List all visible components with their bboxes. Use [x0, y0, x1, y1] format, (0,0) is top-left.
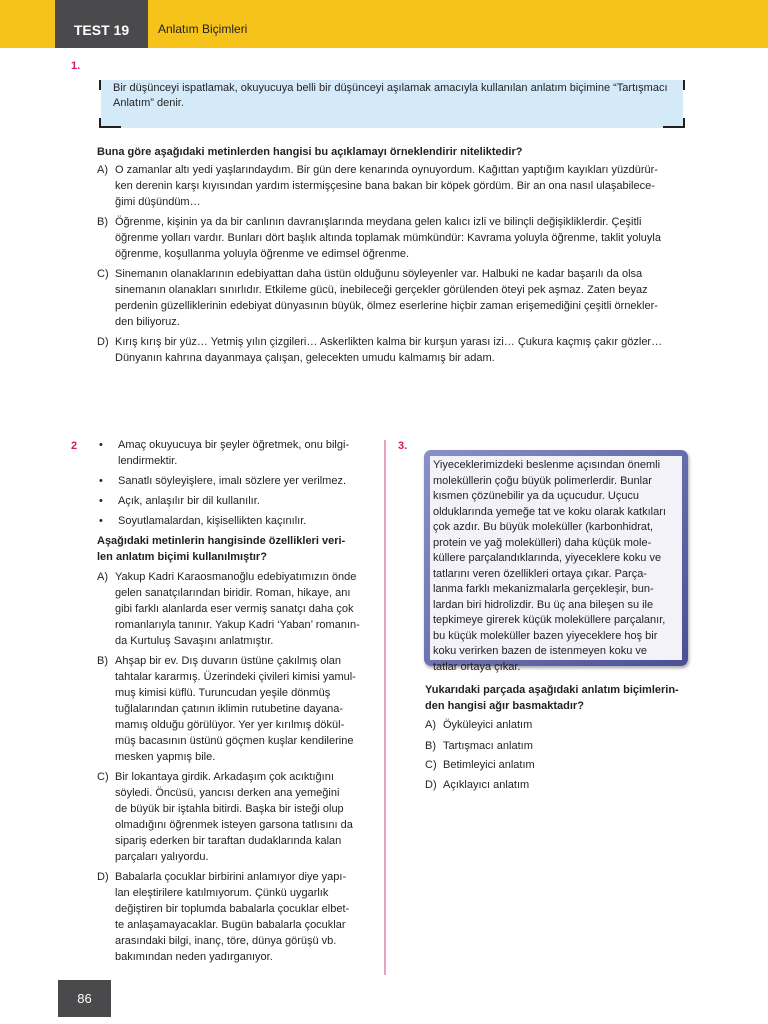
passage-line: kısmen çözünebilir ya da uçucudur. Uçucu	[433, 490, 640, 502]
passage-line: koku verirken bazen de istenmeyen koku ve	[433, 645, 648, 657]
option-line: perdenin güzelliklerinin edebiyat dünyasının büyük, ölmez eserlerine hiçbir zaman erişemediğini çeşitli örnekler-	[115, 300, 658, 312]
option-line: müş bacasının üstünü göçmen kuşlar kendilerine	[115, 735, 354, 747]
passage-line: tepkimeye girerek küçük moleküllere parçalanır,	[433, 614, 666, 626]
option-line: parçaları yalıyordu.	[115, 851, 209, 863]
option-line: lan eleştirilere katılmıyorum. Çünkü uygarlık	[115, 887, 329, 899]
stem-line: Aşağıdaki metinlerin hangisinde özellikleri veri-	[97, 535, 346, 547]
option-letter: B)	[97, 216, 108, 228]
passage-line: Yiyeceklerimizdeki beslenme açısından önemli	[433, 459, 661, 471]
option-letter: C)	[425, 759, 437, 771]
option-letter: C)	[97, 771, 109, 783]
option-line: Kırış kırış bir yüz… Yetmiş yılın çizgileri… Askerlikten kalma bir kurşun yarası izi… Çukura kaçmış çakır gözler…	[115, 336, 663, 348]
option-line: ğimi düşündüm…	[115, 196, 201, 208]
question-2-number: 2	[71, 440, 78, 452]
option-line: tuğlalarından çatının iklimin rutubetine dayana-	[115, 703, 344, 715]
option-line: tahtalar kararmış. Üzerindeki çivileri kimisi yamul-	[115, 671, 356, 683]
bracket-bottom-left	[99, 118, 121, 128]
option-line: muş kimisi küflü. Turuncudan yeşile dönmüş	[115, 687, 331, 699]
option-letter: A)	[97, 571, 108, 583]
option-line: mesken yapmış bile.	[115, 751, 216, 763]
bullet-line: lendirmektir.	[118, 455, 178, 467]
passage-line: protein ve yağ molekülleri) daha küçük mole-	[433, 536, 652, 549]
option-line: mamış olduğu görülüyor. Yer yer kırılmış dökül-	[115, 719, 345, 731]
passage-line: tatlar ortaya çıkar.	[433, 660, 521, 673]
topic-title: Anlatım Biçimleri	[158, 22, 248, 36]
option-letter: D)	[97, 871, 109, 883]
option-line: Yakup Kadri Karaosmanoğlu edebiyatımızın önde	[115, 571, 357, 583]
column-divider	[384, 440, 386, 975]
option-line: ken derenin karşı kıyısından yardım istermişçesine bana bakan bir köpek gördüm. Bir an ona nasıl ulaşabilece-	[115, 180, 655, 192]
question-2-stem	[97, 533, 345, 565]
option-text: Tartışmacı anlatım	[443, 740, 533, 752]
option-letter: A)	[97, 164, 108, 176]
option-letter: D)	[97, 336, 109, 348]
option-line: bakımından neden yadırganıyor.	[115, 951, 273, 963]
option-letter: B)	[97, 655, 108, 667]
reading-passage-inner	[430, 456, 682, 673]
bullet-dot: •	[99, 495, 103, 507]
bracket-top-right	[669, 80, 685, 90]
question-3-stem	[425, 682, 679, 714]
bullet-dot: •	[99, 515, 103, 527]
reading-passage	[433, 458, 681, 675]
question-1-stem: Buna göre aşağıdaki metinlerden hangisi bu açıklamayı örneklendirir niteliktedir?	[97, 146, 523, 158]
passage-line: lardan biri hidrolizdir. Bu üç ana bileşen su ile	[433, 598, 654, 611]
option-line: öğrenme yolları vardır. Bunları dört başlık altında toplamak mümkündür: Kavrama yoluyla öğrenme, taklit yoluyla	[115, 232, 661, 244]
header-bar	[0, 0, 768, 48]
option-text: Betimleyici anlatım	[443, 759, 535, 771]
option-line: de büyük bir iştahla bitirdi. Başka bir isteği olup	[115, 803, 344, 815]
bullet-line: Amaç okuyucuya bir şeyler öğretmek, onu bilgi-	[118, 439, 350, 451]
option-line: gibi farklı alanlarda eser vermiş sanatçı daha çok	[115, 603, 354, 615]
option-letter: D)	[425, 779, 437, 791]
option-line: te anlaşamayacaklar. Bugün babalarla çocuklar	[115, 919, 346, 931]
option-line: Dünyanın kahrına dayanmaya çalışan, gelecekten umudu kalmamış bir adam.	[115, 352, 495, 364]
passage-line: moleküllerin çoğu büyük polimerlerdir. Bunlar	[433, 474, 652, 487]
option-line: Ahşap bir ev. Dış duvarın üstüne çakılmış olan	[115, 655, 342, 667]
bullet-line: Soyutlamalardan, kişisellikten kaçınılır.	[118, 515, 307, 527]
option-letter: C)	[97, 268, 109, 280]
bullet-dot: •	[99, 439, 103, 451]
stem-line: len anlatım biçimi kullanılmıştır?	[97, 551, 267, 563]
definition-box	[101, 80, 683, 128]
passage-line: lanma farklı mekanizmalarla gerçekleşir, bun-	[433, 583, 654, 595]
option-line: öğrenme, koşullanma yoluyla öğrenme ve edimsel öğrenme.	[115, 248, 410, 260]
bullet-dot: •	[99, 475, 103, 487]
passage-line: çok azdır. Bu büyük moleküller (karbonhidrat,	[433, 521, 654, 533]
option-line: arasındaki bilgi, inanç, töre, dünya görüşü vb.	[115, 935, 337, 947]
question-3-number: 3.	[398, 440, 408, 452]
definition-text: Bir düşünceyi ispatlamak, okuyucuya belli bir düşünceyi aşılamak amacıyla kullanılan anlatım biçimine “Tartışmacı Anlatım” denir.	[113, 82, 668, 109]
passage-line: olduklarında yemeğe tat ve koku olarak katkıları	[433, 505, 666, 518]
option-letter: A)	[425, 719, 436, 731]
option-letter: B)	[425, 740, 436, 752]
option-line: den biliyoruz.	[115, 316, 180, 328]
option-line: Öğrenme, kişinin ya da bir canlının davranışlarında meydana gelen kalıcı izli ve bilinçli değişikliklerdir. Çeşitli	[115, 216, 642, 228]
reading-passage-box	[424, 450, 688, 673]
option-text: Açıklayıcı anlatım	[443, 779, 530, 791]
option-line: O zamanlar altı yedi yaşlarındaydım. Bir gün dere kenarında oynuyordum. Kağıttan yaptığım kayıkları yüzdürür-	[115, 164, 658, 176]
option-line: gelen sanatçılarından biridir. Roman, hikaye, anı	[115, 587, 351, 599]
option-text: Öyküleyici anlatım	[443, 719, 533, 731]
passage-line: küllere parçalandıklarında, yiyeceklere koku ve	[433, 552, 662, 564]
bracket-bottom-right	[663, 118, 685, 128]
option-line: da Kurtuluş Savaşını anlatmıştır.	[115, 635, 274, 647]
passage-line: bu küçük moleküller bazen yiyeceklere hoş bir	[433, 629, 658, 642]
option-line: sinemanın olanakları sınırlıdır. Etkileme gücü, inebileceği gerçekler görülenden öteyi pek aşmaz. Zaten beyaz	[115, 284, 648, 296]
stem-line: Yukarıdaki parçada aşağıdaki anlatım biçimlerin-	[425, 684, 679, 696]
option-line: Babalarla çocuklar birbirini anlamıyor diye yapı-	[115, 871, 347, 883]
page-number: 86	[58, 980, 111, 1017]
bullet-line: Sanatlı söyleyişlere, imalı sözlere yer verilmez.	[118, 475, 347, 487]
question-1-number: 1.	[71, 60, 81, 72]
passage-line: tatlarını veren özellikleri ortaya çıkar. Parça-	[433, 567, 647, 580]
option-line: sipariş ederken bir taraftan dudaklarında kalan	[115, 835, 342, 847]
bullet-line: Açık, anlaşılır bir dil kullanılır.	[118, 495, 260, 507]
option-line: romanlarıyla tanınır. Yakup Kadri ‘Yaban’ romanın-	[115, 619, 360, 631]
option-line: söyledi. Öncüsü, yancısı derken ana yemeğini	[115, 787, 340, 799]
stem-line: den hangisi ağır basmaktadır?	[425, 700, 584, 712]
option-line: olmadığını öğrenmek isteyen garsona tatlısını da	[115, 819, 353, 831]
option-line: değiştiren bir toplumda babalarla çocuklar elbet-	[115, 903, 350, 915]
option-line: Bir lokantaya girdik. Arkadaşım çok acıktığını	[115, 771, 334, 783]
test-label: TEST 19	[55, 0, 148, 48]
option-line: Sinemanın olanaklarının edebiyattan daha üstün olduğunu söyleyenler var. Halbuki ne kadar başarılı da olsa	[115, 268, 643, 280]
